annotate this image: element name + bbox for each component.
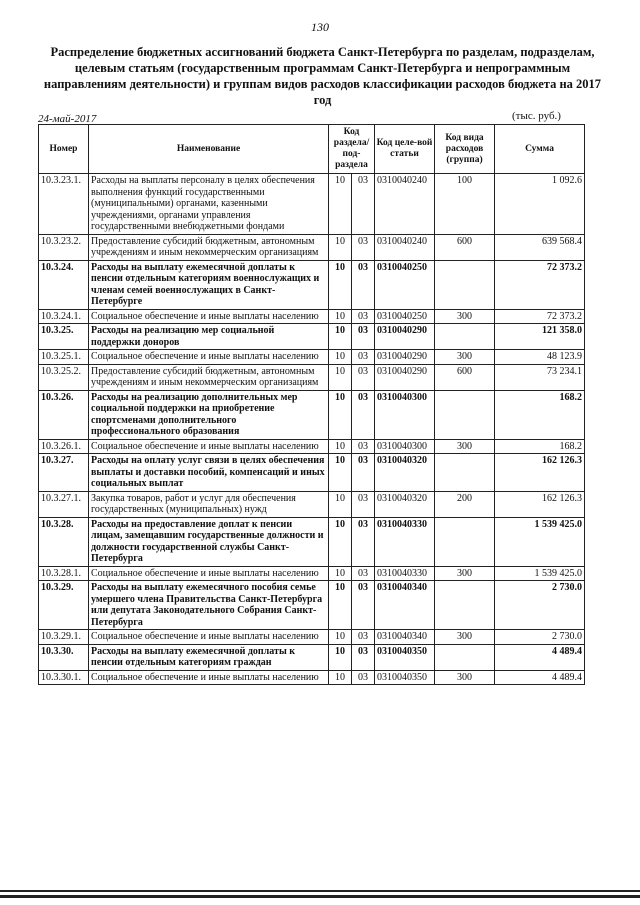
row-razdel: 10 xyxy=(329,174,352,235)
row-sum: 4 489.4 xyxy=(495,670,585,685)
row-name: Расходы на реализацию мер социальной поддержки доноров xyxy=(89,324,329,350)
col-header-vid: Код вида расходов (группа) xyxy=(435,125,495,174)
row-sum: 162 126.3 xyxy=(495,491,585,517)
row-vid xyxy=(435,260,495,309)
table-row xyxy=(39,234,585,260)
col-header-sum: Сумма xyxy=(495,125,585,174)
row-podrazdel: 03 xyxy=(352,260,375,309)
col-header-celevaya: Код целе-вой статьи xyxy=(375,125,435,174)
row-celevaya: 0310040250 xyxy=(375,260,435,309)
row-razdel: 10 xyxy=(329,670,352,685)
row-vid: 300 xyxy=(435,350,495,365)
row-vid xyxy=(435,644,495,670)
row-vid xyxy=(435,390,495,439)
table-row xyxy=(39,581,585,630)
row-podrazdel: 03 xyxy=(352,364,375,390)
row-name: Расходы на выплату ежемесячной доплаты к пенсии отдельным категориям граждан xyxy=(89,644,329,670)
table-row xyxy=(39,630,585,645)
row-sum: 121 358.0 xyxy=(495,324,585,350)
row-number: 10.3.30. xyxy=(39,644,89,670)
row-celevaya: 0310040290 xyxy=(375,350,435,365)
row-vid: 300 xyxy=(435,630,495,645)
row-razdel: 10 xyxy=(329,491,352,517)
row-podrazdel: 03 xyxy=(352,309,375,324)
row-podrazdel: 03 xyxy=(352,324,375,350)
row-number: 10.3.28.1. xyxy=(39,566,89,581)
row-razdel: 10 xyxy=(329,234,352,260)
table-row xyxy=(39,454,585,492)
col-header-number: Номер xyxy=(39,125,89,174)
row-vid xyxy=(435,324,495,350)
row-sum: 1 092.6 xyxy=(495,174,585,235)
document-date: 24-май-2017 xyxy=(38,113,97,125)
row-celevaya: 0310040290 xyxy=(375,364,435,390)
row-name: Расходы на предоставление доплат к пенсии лицам, замещавшим государственные должности и должности государственной службы Санкт-Петербурга xyxy=(89,517,329,566)
row-vid: 600 xyxy=(435,364,495,390)
table-row xyxy=(39,439,585,454)
row-podrazdel: 03 xyxy=(352,390,375,439)
row-sum: 2 730.0 xyxy=(495,581,585,630)
row-celevaya: 0310040320 xyxy=(375,491,435,517)
row-name: Социальное обеспечение и иные выплаты населению xyxy=(89,439,329,454)
row-number: 10.3.23.2. xyxy=(39,234,89,260)
table-row xyxy=(39,309,585,324)
row-number: 10.3.23.1. xyxy=(39,174,89,235)
row-name: Предоставление субсидий бюджетным, автономным учреждениям и иным некоммерческим организациям xyxy=(89,364,329,390)
row-number: 10.3.27. xyxy=(39,454,89,492)
row-name: Расходы на реализацию дополнительных мер социальной поддержки на приобретение спортсменами дополнительного профессионального образования xyxy=(89,390,329,439)
row-celevaya: 0310040330 xyxy=(375,566,435,581)
row-razdel: 10 xyxy=(329,390,352,439)
row-podrazdel: 03 xyxy=(352,566,375,581)
row-podrazdel: 03 xyxy=(352,517,375,566)
row-sum: 1 539 425.0 xyxy=(495,566,585,581)
row-podrazdel: 03 xyxy=(352,630,375,645)
table-row xyxy=(39,644,585,670)
row-sum: 1 539 425.0 xyxy=(495,517,585,566)
row-name: Социальное обеспечение и иные выплаты населению xyxy=(89,350,329,365)
row-vid: 100 xyxy=(435,174,495,235)
row-vid: 300 xyxy=(435,439,495,454)
row-celevaya: 0310040250 xyxy=(375,309,435,324)
row-celevaya: 0310040340 xyxy=(375,581,435,630)
footer-divider-thick xyxy=(0,895,640,898)
row-celevaya: 0310040350 xyxy=(375,644,435,670)
row-name: Социальное обеспечение и иные выплаты населению xyxy=(89,309,329,324)
row-celevaya: 0310040330 xyxy=(375,517,435,566)
row-sum: 72 373.2 xyxy=(495,309,585,324)
row-sum: 639 568.4 xyxy=(495,234,585,260)
table-body xyxy=(39,174,585,685)
row-name: Расходы на выплаты персоналу в целях обеспечения выполнения функций государственными (муниципальными) органами, казенными учреждениями, органами управления государственными внебюджетными фондами xyxy=(89,174,329,235)
row-podrazdel: 03 xyxy=(352,350,375,365)
budget-table xyxy=(38,124,585,685)
row-podrazdel: 03 xyxy=(352,454,375,492)
row-celevaya: 0310040240 xyxy=(375,174,435,235)
row-sum: 72 373.2 xyxy=(495,260,585,309)
row-podrazdel: 03 xyxy=(352,581,375,630)
row-celevaya: 0310040340 xyxy=(375,630,435,645)
row-number: 10.3.29.1. xyxy=(39,630,89,645)
table-row xyxy=(39,566,585,581)
row-vid xyxy=(435,517,495,566)
row-name: Социальное обеспечение и иные выплаты населению xyxy=(89,670,329,685)
col-header-razdel: Код раздела/ под-раздела xyxy=(329,125,375,174)
row-name: Социальное обеспечение и иные выплаты населению xyxy=(89,566,329,581)
row-podrazdel: 03 xyxy=(352,174,375,235)
row-sum: 73 234.1 xyxy=(495,364,585,390)
table-row xyxy=(39,491,585,517)
document-title: Распределение бюджетных ассигнований бюджета Санкт-Петербурга по разделам, подразделам, целевым статьям (государственным программам Санкт-Петербурга и непрограммным направлениям деятельности) и группам видов расходов классификации расходов бюджета на 2017 год xyxy=(43,45,602,107)
row-razdel: 10 xyxy=(329,566,352,581)
row-celevaya: 0310040350 xyxy=(375,670,435,685)
row-vid: 200 xyxy=(435,491,495,517)
row-sum: 168.2 xyxy=(495,390,585,439)
row-razdel: 10 xyxy=(329,630,352,645)
row-number: 10.3.25. xyxy=(39,324,89,350)
row-podrazdel: 03 xyxy=(352,644,375,670)
table-row xyxy=(39,174,585,235)
col-header-name: Наименование xyxy=(89,125,329,174)
row-razdel: 10 xyxy=(329,439,352,454)
row-razdel: 10 xyxy=(329,324,352,350)
row-sum: 168.2 xyxy=(495,439,585,454)
row-celevaya: 0310040300 xyxy=(375,439,435,454)
row-name: Расходы на выплату ежемесячного пособия семье умершего члена Правительства Санкт-Петербурга или депутата Законодательного Собрания Санкт-Петербурга xyxy=(89,581,329,630)
row-number: 10.3.24. xyxy=(39,260,89,309)
table-row xyxy=(39,324,585,350)
table-row xyxy=(39,260,585,309)
row-razdel: 10 xyxy=(329,581,352,630)
page-number: 130 xyxy=(311,20,329,34)
row-sum: 48 123.9 xyxy=(495,350,585,365)
table-row xyxy=(39,350,585,365)
row-vid: 300 xyxy=(435,309,495,324)
table-header-row xyxy=(39,125,585,174)
row-number: 10.3.26. xyxy=(39,390,89,439)
row-podrazdel: 03 xyxy=(352,234,375,260)
row-razdel: 10 xyxy=(329,517,352,566)
row-celevaya: 0310040320 xyxy=(375,454,435,492)
row-vid: 300 xyxy=(435,566,495,581)
row-name: Предоставление субсидий бюджетным, автономным учреждениям и иным некоммерческим организациям xyxy=(89,234,329,260)
row-vid xyxy=(435,581,495,630)
row-number: 10.3.26.1. xyxy=(39,439,89,454)
row-razdel: 10 xyxy=(329,260,352,309)
row-number: 10.3.25.1. xyxy=(39,350,89,365)
row-name: Закупка товаров, работ и услуг для обеспечения государственных (муниципальных) нужд xyxy=(89,491,329,517)
table-row xyxy=(39,364,585,390)
row-vid: 600 xyxy=(435,234,495,260)
row-celevaya: 0310040290 xyxy=(375,324,435,350)
row-podrazdel: 03 xyxy=(352,670,375,685)
row-number: 10.3.24.1. xyxy=(39,309,89,324)
row-podrazdel: 03 xyxy=(352,491,375,517)
row-celevaya: 0310040240 xyxy=(375,234,435,260)
row-name: Расходы на оплату услуг связи в целях обеспечения выплаты и доставки пособий, компенсаций и иных социальных выплат xyxy=(89,454,329,492)
row-name: Расходы на выплату ежемесячной доплаты к пенсии отдельным категориям военнослужащих и членам семей военнослужащих в Санкт-Петербурге xyxy=(89,260,329,309)
table-row xyxy=(39,517,585,566)
row-sum: 2 730.0 xyxy=(495,630,585,645)
table-row xyxy=(39,390,585,439)
row-number: 10.3.28. xyxy=(39,517,89,566)
unit-label: (тыс. руб.) xyxy=(512,110,561,122)
footer-divider xyxy=(0,890,640,892)
row-name: Социальное обеспечение и иные выплаты населению xyxy=(89,630,329,645)
row-sum: 162 126.3 xyxy=(495,454,585,492)
row-number: 10.3.27.1. xyxy=(39,491,89,517)
row-podrazdel: 03 xyxy=(352,439,375,454)
table-row xyxy=(39,670,585,685)
row-number: 10.3.29. xyxy=(39,581,89,630)
row-razdel: 10 xyxy=(329,350,352,365)
row-razdel: 10 xyxy=(329,644,352,670)
row-vid: 300 xyxy=(435,670,495,685)
row-number: 10.3.30.1. xyxy=(39,670,89,685)
row-celevaya: 0310040300 xyxy=(375,390,435,439)
row-razdel: 10 xyxy=(329,309,352,324)
row-vid xyxy=(435,454,495,492)
row-sum: 4 489.4 xyxy=(495,644,585,670)
row-razdel: 10 xyxy=(329,454,352,492)
row-razdel: 10 xyxy=(329,364,352,390)
row-number: 10.3.25.2. xyxy=(39,364,89,390)
